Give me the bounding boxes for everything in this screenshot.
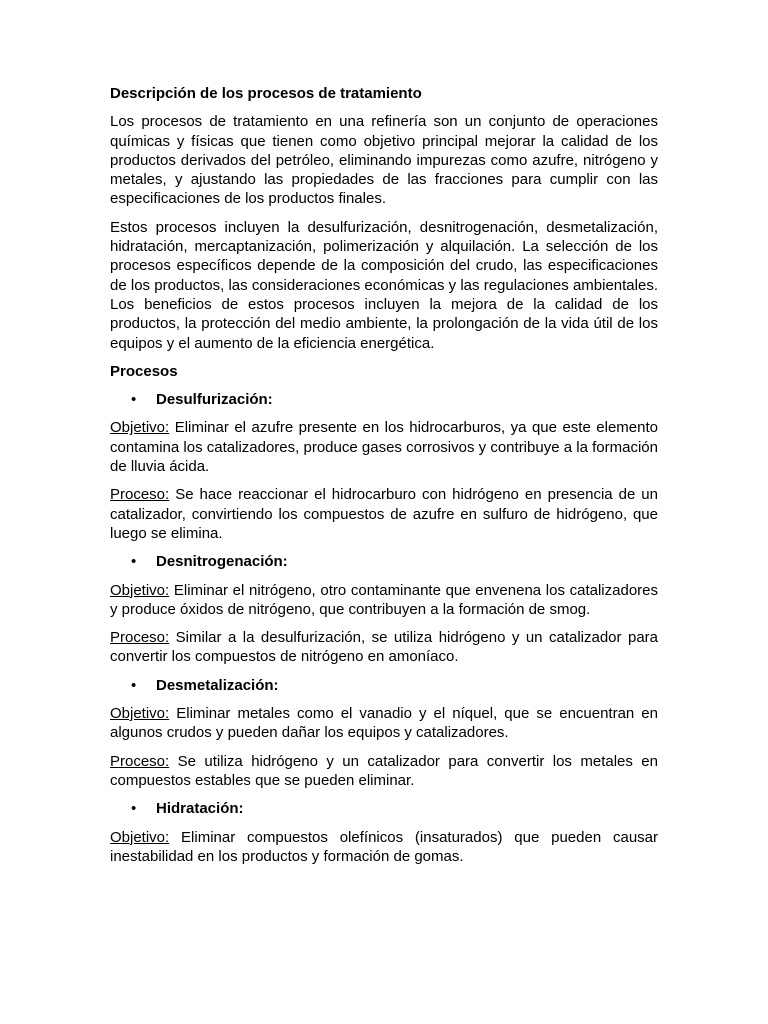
process-text: Se utiliza hidrógeno y un catalizador para convertir los metales en compuestos estables que se pueden eliminar. (110, 752, 658, 789)
process-description (110, 485, 658, 543)
bullet-icon: • (131, 391, 137, 409)
process-label: Proceso: (110, 486, 170, 504)
intro-paragraph-2: Estos procesos incluyen la desulfurización, desnitrogenación, desmetalización, hidratación, mercaptanización, polimerización y alquilación. La selección de los procesos específicos depende de la composición del crudo, las especificaciones de los productos, las consideraciones económicas y las regulaciones ambientales. Los beneficios de estos procesos incluyen la mejora de la calidad de los productos, la protección del medio ambiente, la prolongación de la vida útil de los equipos y el aumento de la eficiencia energética. (110, 218, 658, 352)
process-heading-desulfurizacion (110, 390, 658, 409)
section-title-procesos: Procesos (110, 362, 178, 380)
process-heading-desmetalizacion (110, 676, 658, 695)
process-name: Desnitrogenación: (156, 553, 288, 571)
objective-label: Objetivo: (110, 419, 170, 437)
bullet-icon: • (131, 676, 137, 694)
process-objective (110, 828, 658, 867)
intro-paragraph-1: Los procesos de tratamiento en una refinería son un conjunto de operaciones químicas y físicas que tienen como objetivo principal mejorar la calidad de los productos derivados del petróleo, eliminando impurezas como azufre, nitrógeno y metales, y ajustando las propiedades de las fracciones para cumplir con las especificaciones de los productos finales. (110, 113, 658, 208)
bullet-icon: • (131, 800, 137, 818)
process-objective (110, 704, 658, 743)
process-label: Proceso: (110, 629, 170, 647)
bullet-icon: • (131, 553, 137, 571)
objective-text: Eliminar metales como el vanadio y el níquel, que se encuentran en algunos crudos y pueden dañar los equipos y catalizadores. (110, 705, 658, 742)
process-name: Desulfurización: (156, 391, 273, 409)
process-description (110, 628, 658, 667)
objective-text: Eliminar el nitrógeno, otro contaminante que envenena los catalizadores y produce óxidos de nitrógeno, que contribuyen a la formación de smog. (110, 581, 658, 618)
objective-label: Objetivo: (110, 581, 170, 599)
process-objective (110, 581, 658, 620)
objective-text: Eliminar compuestos olefínicos (insaturados) que pueden causar inestabilidad en los productos y formación de gomas. (110, 828, 658, 865)
process-text: Se hace reaccionar el hidrocarburo con hidrógeno en presencia de un catalizador, convirtiendo los compuestos de azufre en sulfuro de hidrógeno, que luego se elimina. (110, 486, 658, 542)
document-page (110, 84, 658, 875)
process-objective (110, 418, 658, 476)
process-name: Desmetalización: (156, 676, 279, 694)
process-text: Similar a la desulfurización, se utiliza hidrógeno y un catalizador para convertir los compuestos de nitrógeno en amoníaco. (110, 629, 658, 666)
process-label: Proceso: (110, 752, 170, 770)
objective-label: Objetivo: (110, 828, 170, 846)
objective-text: Eliminar el azufre presente en los hidrocarburos, ya que este elemento contamina los catalizadores, produce gases corrosivos y contribuye a la formación de lluvia ácida. (110, 419, 659, 476)
process-description (110, 752, 658, 791)
process-heading-hidratacion (110, 799, 658, 818)
objective-label: Objetivo: (110, 705, 170, 723)
process-name: Hidratación: (156, 800, 244, 818)
document-title: Descripción de los procesos de tratamiento (110, 85, 422, 102)
process-heading-desnitrogenacion (110, 552, 658, 571)
